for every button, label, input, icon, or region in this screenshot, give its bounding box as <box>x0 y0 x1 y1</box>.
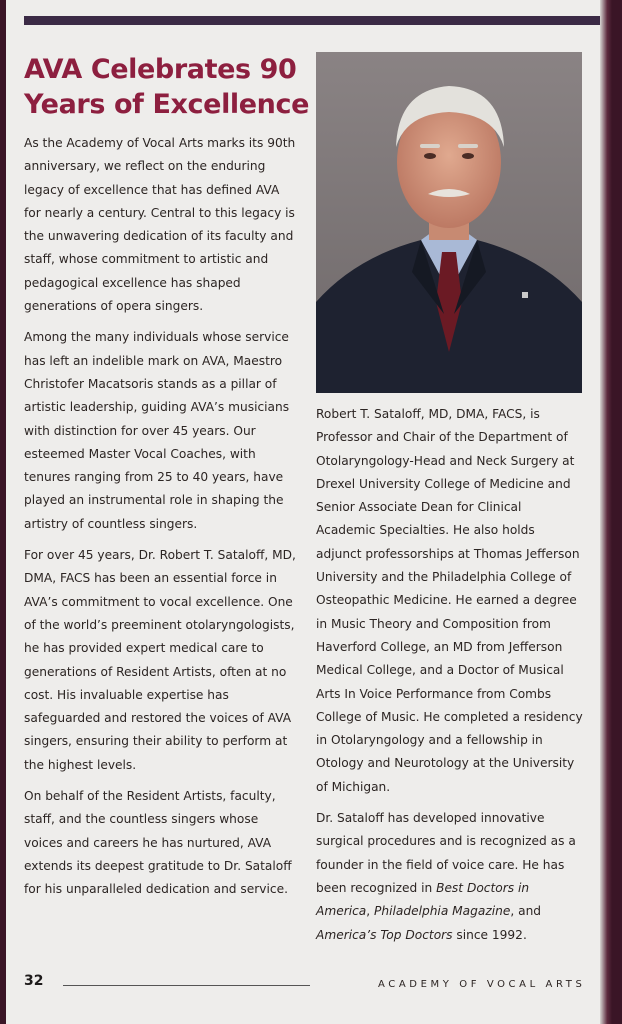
bio-right-column <box>316 403 584 955</box>
recognition-paragraph <box>316 807 584 947</box>
paragraph-sataloff: For over 45 years, Dr. Robert T. Sataloff, MD, DMA, FACS has been an essential force in AVA’s commitment to vocal excellence. One of the world’s preeminent otolaryngologists, he has provided expert medical care to generations of Resident Artists, often at no cost. His invaluable expertise has safeguarded and restored the voices of AVA singers, ensuring their ability to perform at the highest levels. <box>24 548 296 772</box>
page-number: 32 <box>24 973 44 989</box>
magazine-page <box>6 0 612 1024</box>
footer-rule <box>63 985 310 986</box>
publication-americas-top-doctors: America’s Top Doctors <box>316 927 453 942</box>
publication-best-doctors: Best Doctors in America <box>316 880 530 919</box>
paragraph-faculty: Among the many individuals whose service has left an indelible mark on AVA, Maestro Christofer Macatsoris stands as a pillar of artistic leadership, guiding AVA’s musicians with distinction for over 45 years. Our esteemed Master Vocal Coaches, with tenures ranging from 25 to 40 years, have played an instrumental role in shaping the artistry of countless singers. <box>24 330 290 531</box>
portrait-photo <box>316 52 582 393</box>
footer-brand: ACADEMY OF VOCAL ARTS <box>378 979 586 990</box>
headline: AVA Celebrates 90 Years of Excellence <box>24 54 310 120</box>
recognition-separator-2: , and <box>510 904 542 919</box>
portrait-illustration <box>316 52 582 393</box>
publication-philadelphia-magazine: Philadelphia Magazine <box>374 904 511 919</box>
paragraph-gratitude: On behalf of the Resident Artists, faculty, staff, and the countless singers whose voices and careers he has nurtured, AVA extends its deepest gratitude to Dr. Sataloff for his unparalleled dedication and service. <box>24 789 292 897</box>
bio-paragraph: Robert T. Sataloff, MD, DMA, FACS, is Professor and Chair of the Department of Otolaryngology-Head and Neck Surgery at Drexel University College of Medicine and Senior Associate Dean for Clinical Academic Specialties. He also holds adjunct professorships at Thomas Jefferson University and the Philadelphia College of Osteopathic Medicine. He earned a degree in Music Theory and Composition from Haverford College, an MD from Jefferson Medical College, and a Doctor of Musical Arts In Voice Performance from Combs College of Music. He completed a residency in Otolaryngology and a fellowship in Otology and Neurotology at the University of Michigan. <box>316 407 583 794</box>
recognition-text-end: since 1992. <box>452 927 527 942</box>
page-spine-edge <box>600 0 612 1024</box>
article-left-column <box>24 132 296 910</box>
paragraph-intro: As the Academy of Vocal Arts marks its 90th anniversary, we reflect on the enduring legacy of excellence that has defined AVA for nearly a century. Central to this legacy is the unwavering dedication of its faculty and staff, whose commitment to artistic and pedagogical excellence has shaped generations of opera singers. <box>24 136 296 314</box>
recognition-text-start: Dr. Sataloff has developed innovative surgical procedures and is recognized as a founder in the field of voice care. He has been recognized in <box>316 811 576 895</box>
recognition-separator-1: , <box>366 904 375 919</box>
top-rule <box>24 16 612 25</box>
